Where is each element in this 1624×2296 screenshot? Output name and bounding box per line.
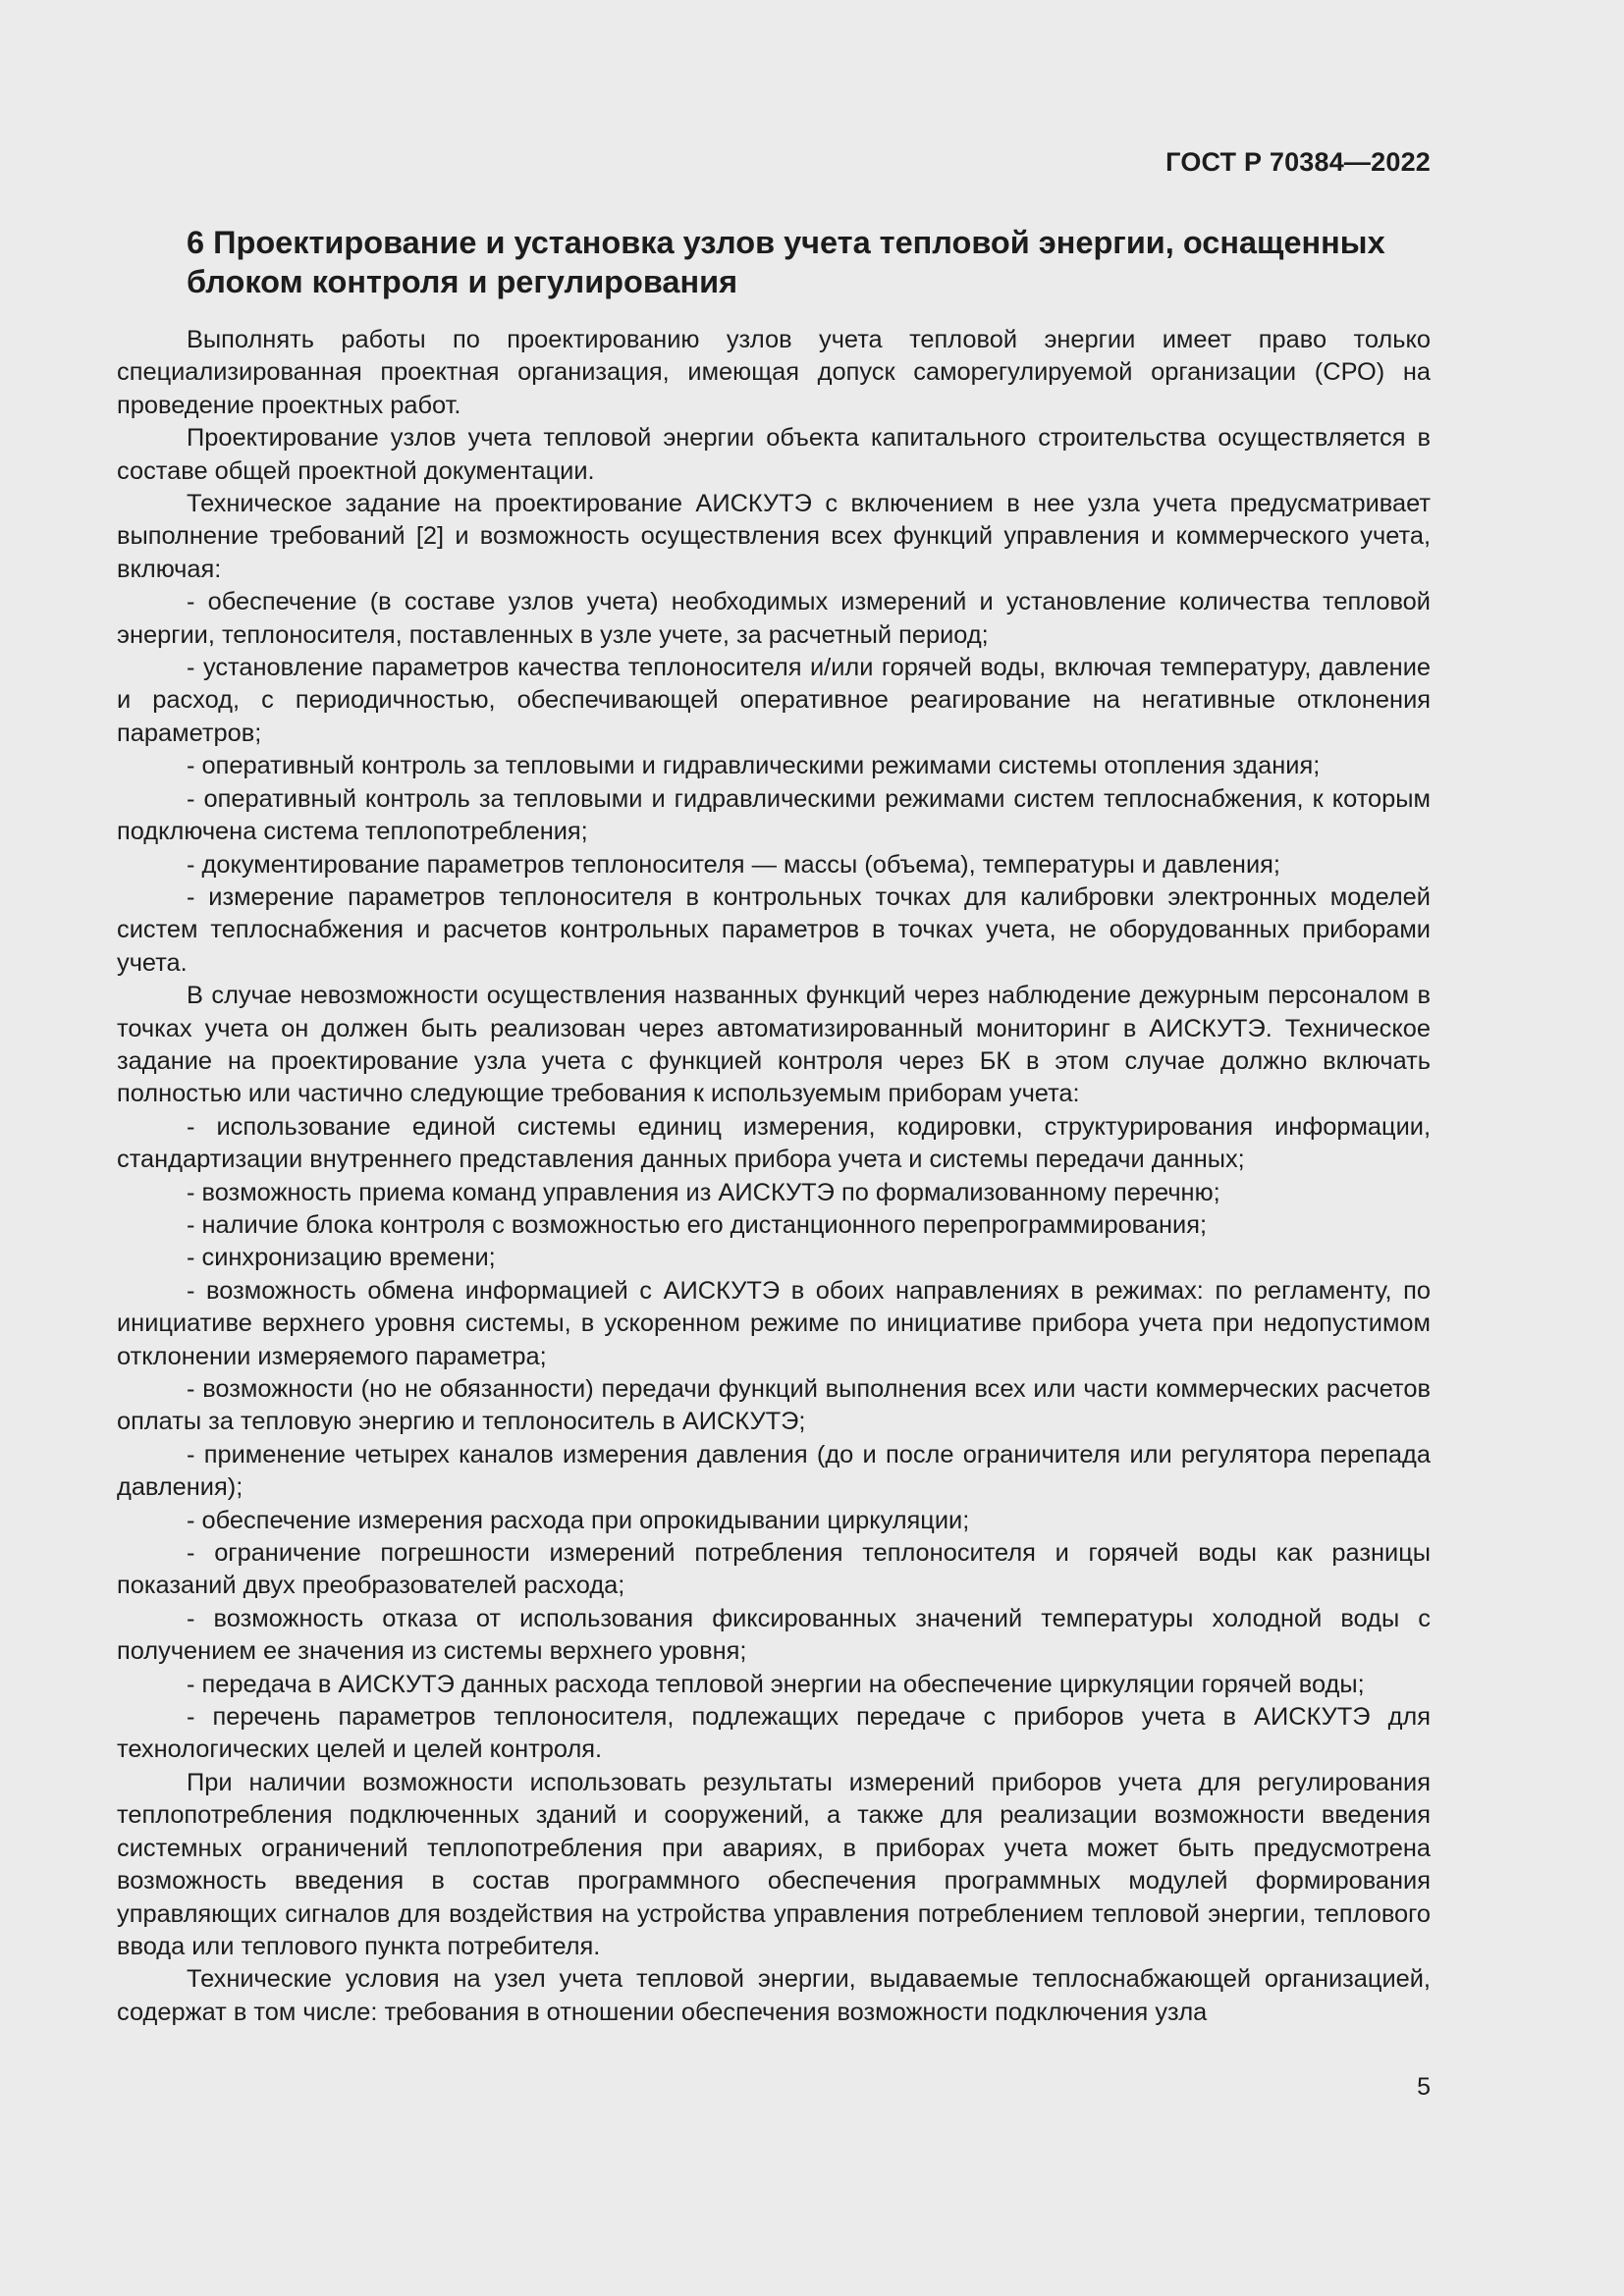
list-item: - измерение параметров теплоносителя в контрольных точках для калибровки электронных моделей систем теплоснабжения и расчетов контрольных параметров в точках учета, не оборудованных приборами учета.: [117, 882, 1431, 977]
page-number: 5: [1417, 2073, 1431, 2101]
list-item: - использование единой системы единиц измерения, кодировки, структурирования информации, стандартизации внутреннего представления данных прибора учета и системы передачи данных;: [117, 1112, 1431, 1174]
section-body: [117, 324, 1431, 2029]
list-item: - синхронизацию времени;: [187, 1244, 496, 1272]
list-item: - перечень параметров теплоносителя, подлежащих передаче с приборов учета в АИСКУТЭ для технологических целей и целей контроля.: [117, 1703, 1431, 1764]
list-item: - возможность обмена информацией с АИСКУТЭ в обоих направлениях в режимах: по регламенту, по инициативе верхнего уровня системы, в ускоренном режиме по инициативе прибора учета при недопустимом отклонении измеряемого параметра;: [117, 1276, 1431, 1370]
paragraph: Технические условия на узел учета тепловой энергии, выдаваемые теплоснабжающей организацией, содержат в том числе: требования в отношении обеспечения возможности подключения узла: [117, 1965, 1431, 2026]
list-item: - оперативный контроль за тепловыми и гидравлическими режимами систем теплоснабжения, к которым подключена система теплопотребления;: [117, 784, 1431, 846]
list-item: - документирование параметров теплоносителя — массы (объема), температуры и давления;: [187, 850, 1280, 879]
list-item: - передача в АИСКУТЭ данных расхода тепловой энергии на обеспечение циркуляции горячей воды;: [187, 1670, 1365, 1698]
list-item: - ограничение погрешности измерений потребления теплоносителя и горячей воды как разницы показаний двух преобразователей расхода;: [117, 1539, 1431, 1600]
list-item: - применение четырех каналов измерения давления (до и после ограничителя или регулятора перепада давления);: [117, 1440, 1431, 1502]
paragraph: Проектирование узлов учета тепловой энергии объекта капитального строительства осуществляется в составе общей проектной документации.: [117, 424, 1431, 485]
list-item: - установление параметров качества теплоносителя и/или горячей воды, включая температуру, давление и расход, с периодичностью, обеспечивающей оперативное реагирование на негативные отклонения параметров;: [117, 654, 1431, 747]
list-item: - возможность отказа от использования фиксированных значений температуры холодной воды с получением ее значения из системы верхнего уровня;: [117, 1604, 1431, 1666]
document-code: ГОСТ Р 70384—2022: [1165, 147, 1431, 177]
list-item: - наличие блока контроля с возможностью его дистанционного перепрограммирования;: [187, 1210, 1208, 1239]
list-item: - возможность приема команд управления из АИСКУТЭ по формализованному перечню;: [187, 1178, 1220, 1206]
list-item: - возможности (но не обязанности) передачи функций выполнения всех или части коммерческих расчетов оплаты за тепловую энергию и теплоноситель в АИСКУТЭ;: [117, 1375, 1431, 1436]
paragraph: Выполнять работы по проектированию узлов учета тепловой энергии имеет право только специализированная проектная организация, имеющая допуск саморегулируемой организации (СРО) на проведение проектных работ.: [117, 326, 1431, 419]
paragraph: Техническое задание на проектирование АИСКУТЭ с включением в нее узла учета предусматривает выполнение требований [2] и возможность осуществления всех функций управления и коммерческого учета, включая:: [117, 490, 1431, 583]
paragraph: При наличии возможности использовать результаты измерений приборов учета для регулирования теплопотребления подключенных зданий и сооружений, а также для реализации возможности введения системных ограничений теплопотребления при авариях, в приборах учета может быть предусмотрена возможность введения в состав программного обеспечения программных модулей формирования управляющих сигналов для воздействия на устройства управления потреблением тепловой энергии, теплового ввода или теплового пункта потребителя.: [117, 1768, 1431, 1960]
section-title: 6 Проектирование и установка узлов учета тепловой энергии, оснащенных блоком контроля и регулирования: [187, 225, 1385, 299]
list-item: - обеспечение измерения расхода при опрокидывании циркуляции;: [187, 1506, 970, 1534]
list-item: - оперативный контроль за тепловыми и гидравлическими режимами системы отопления здания;: [187, 752, 1321, 780]
list-item: - обеспечение (в составе узлов учета) необходимых измерений и установление количества тепловой энергии, теплоносителя, поставленных в узле учете, за расчетный период;: [117, 588, 1431, 649]
paragraph: В случае невозможности осуществления названных функций через наблюдение дежурным персоналом в точках учета он должен быть реализован через автоматизированный мониторинг в АИСКУТЭ. Техническое задание на проектирование узла учета с функцией контроля через БК в этом случае должно включать полностью или частично следующие требования к используемым приборам учета:: [117, 982, 1431, 1108]
